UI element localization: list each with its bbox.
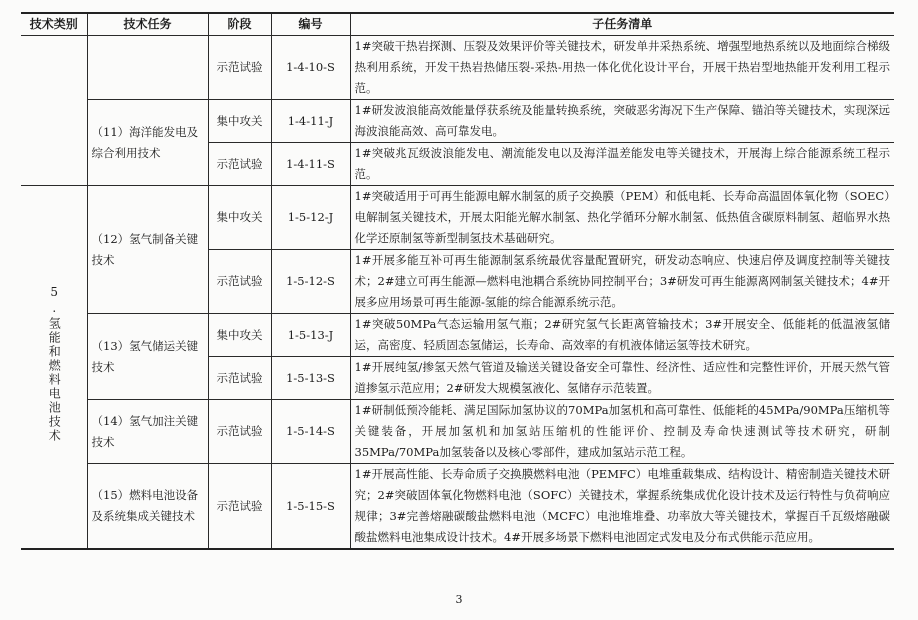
- stage-cell: 集中攻关: [208, 314, 271, 357]
- subtasks-cell: 1#突破干热岩探测、压裂及效果评价等关键技术，研发单井采热系统、增强型地热系统以及地面综合梯级热利用系统，开发干热岩热储压裂-采热-用热一体化优化设计平台，开展干热岩型地热能开发利用工程示范。: [350, 36, 894, 100]
- page-number: 3: [455, 593, 463, 606]
- table-row: [21, 36, 894, 100]
- code-cell: 1-4-10-S: [271, 36, 350, 100]
- stage-cell: 示范试验: [208, 357, 271, 400]
- code-cell: 1-5-13-J: [271, 314, 350, 357]
- table-row: [21, 400, 894, 464]
- stage-cell: 示范试验: [208, 400, 271, 464]
- header-subtasks: 子任务清单: [350, 13, 894, 36]
- subtasks-cell: 1#开展纯氢/掺氢天然气管道及输送关键设备安全可靠性、经济性、适应性和完整性评价，开展天然气管道掺氢示范应用；2#研发大规模氢液化、氢储存示范装置。: [350, 357, 894, 400]
- task-cell: （13）氢气储运关键技术: [87, 314, 208, 400]
- code-cell: 1-5-13-S: [271, 357, 350, 400]
- code-cell: 1-4-11-S: [271, 143, 350, 186]
- subtasks-cell: 1#突破50MPa气态运输用氢气瓶；2#研究氢气长距离管输技术；3#开展安全、低能耗的低温液氢储运，高密度、轻质固态氢储运，长寿命、高效率的有机液体储运氢等技术研究。: [350, 314, 894, 357]
- category-cell: [21, 186, 87, 550]
- code-cell: 1-5-14-S: [271, 400, 350, 464]
- stage-cell: 集中攻关: [208, 186, 271, 250]
- table-row: [21, 314, 894, 357]
- category-label: 5.氢能和燃料电池技术: [47, 284, 62, 443]
- task-cell: （11）海洋能发电及综合利用技术: [87, 100, 208, 186]
- stage-cell: 集中攻关: [208, 100, 271, 143]
- stage-cell: 示范试验: [208, 250, 271, 314]
- header-category: 技术类别: [21, 13, 87, 36]
- subtasks-cell: 1#研发波浪能高效能量俘获系统及能量转换系统，突破恶劣海况下生产保障、锚泊等关键技术，实现深远海波浪能高效、高可靠发电。: [350, 100, 894, 143]
- subtasks-cell: 1#开展高性能、长寿命质子交换膜燃料电池（PEMFC）电堆重载集成、结构设计、精密制造关键技术研究；2#突破固体氧化物燃料电池（SOFC）关键技术，掌握系统集成优化设计技术及运行特性与负荷响应规律；3#完善熔融碳酸盐燃料电池（MCFC）电池堆堆叠、功率放大等关键技术，掌握百千瓦级熔融碳酸盐燃料电池集成设计技术。4#开展多场景下燃料电池固定式发电及分布式供能示范应用。: [350, 464, 894, 550]
- subtasks-cell: 1#研制低预冷能耗、满足国际加氢协议的70MPa加氢机和高可靠性、低能耗的45MPa/90MPa压缩机等关键装备，开展加氢机和加氢站压缩机的性能评价、控制及寿命快速测试等技术研究，研制35MPa/70MPa加氢装备以及核心零部件，建成加氢站示范工程。: [350, 400, 894, 464]
- subtasks-cell: 1#突破兆瓦级波浪能发电、潮流能发电以及海洋温差能发电等关键技术，开展海上综合能源系统工程示范。: [350, 143, 894, 186]
- stage-cell: 示范试验: [208, 464, 271, 550]
- stage-cell: 示范试验: [208, 36, 271, 100]
- category-cell-continued: [21, 36, 87, 186]
- task-cell: （12）氢气制备关键技术: [87, 186, 208, 314]
- table-row: [21, 186, 894, 250]
- task-cell: （15）燃料电池设备及系统集成关键技术: [87, 464, 208, 550]
- header-task: 技术任务: [87, 13, 208, 36]
- tech-task-table: [21, 12, 894, 550]
- subtasks-cell: 1#开展多能互补可再生能源制氢系统最优容量配置研究，研发动态响应、快速启停及调度控制等关键技术；2#建立可再生能源—燃料电池耦合系统协同控制平台；3#研发可再生能源离网制氢关键技术；4#开展多应用场景可再生能源-氢能的综合能源系统示范。: [350, 250, 894, 314]
- code-cell: 1-5-12-J: [271, 186, 350, 250]
- code-cell: 1-4-11-J: [271, 100, 350, 143]
- table-header-row: [21, 13, 894, 36]
- stage-cell: 示范试验: [208, 143, 271, 186]
- table-row: [21, 464, 894, 550]
- subtasks-cell: 1#突破适用于可再生能源电解水制氢的质子交换膜（PEM）和低电耗、长寿命高温固体氧化物（SOEC）电解制氢关键技术，开展太阳能光解水制氢、热化学循环分解水制氢、低热值含碳原料制氢、超临界水热化学还原制氢等新型制氢技术基础研究。: [350, 186, 894, 250]
- task-cell: （14）氢气加注关键技术: [87, 400, 208, 464]
- table-row: [21, 100, 894, 143]
- header-code: 编号: [271, 13, 350, 36]
- header-stage: 阶段: [208, 13, 271, 36]
- code-cell: 1-5-12-S: [271, 250, 350, 314]
- task-cell-continued: [87, 36, 208, 100]
- code-cell: 1-5-15-S: [271, 464, 350, 550]
